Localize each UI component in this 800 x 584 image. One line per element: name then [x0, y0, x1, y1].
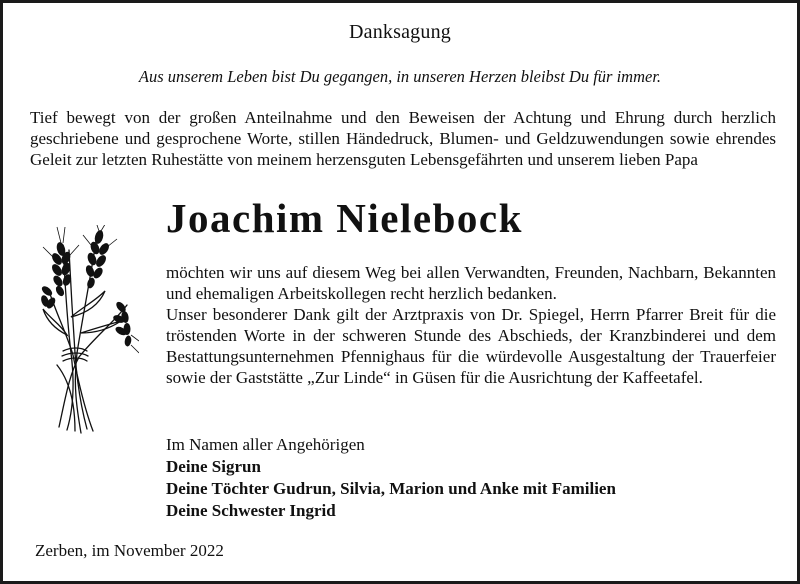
signatory-daughters: Deine Töchter Gudrun, Silvia, Marion und Anke mit Familien	[166, 479, 616, 498]
signatory-partner: Deine Sigrun	[166, 457, 261, 476]
signoff-intro: Im Namen aller Angehörigen	[166, 435, 365, 454]
thanks-body	[166, 262, 776, 388]
deceased-name: Joachim Nielebock	[166, 195, 523, 241]
intro-paragraph: Tief bewegt von der großen Anteilnahme und den Beweisen der Achtung und Ehrung durch herzlich geschriebene und gesprochene Worte, stillen Händedruck, Blumen- und Geldzuwendungen sowie ehrendes Geleit zur letzten Ruhestätte von meinem herzensguten Lebensgefährten und unserem lieben Papa	[30, 108, 776, 169]
place-date: Zerben, im November 2022	[35, 541, 224, 560]
signatory-sister: Deine Schwester Ingrid	[166, 501, 336, 520]
thanks-paragraph-2: Unser besonderer Dank gilt der Arztpraxis von Dr. Spiegel, Herrn Pfarrer Breit für die tröstenden Worte in der schweren Stunde des Abschieds, der Kranzbinderei und dem Bestattungsunternehmen Pfennighaus für die würdevolle Ausgestaltung der Trauerfeier sowie der Gaststätte „Zur Linde“ in Güsen für die Ausrichtung der Kaffeetafel.	[166, 305, 776, 387]
notice-heading: Danksagung	[349, 21, 451, 43]
signoff-block	[166, 434, 616, 522]
thanks-paragraph-1: möchten wir uns auf diesem Weg bei allen Verwandten, Freunden, Nachbarn, Bekannten und ehemaligen Arbeitskollegen recht herzlich bedanken.	[166, 263, 776, 303]
notice-motto: Aus unserem Leben bist Du gegangen, in unseren Herzen bleibst Du für immer.	[138, 67, 662, 86]
wheat-sheaf-icon	[35, 225, 139, 437]
